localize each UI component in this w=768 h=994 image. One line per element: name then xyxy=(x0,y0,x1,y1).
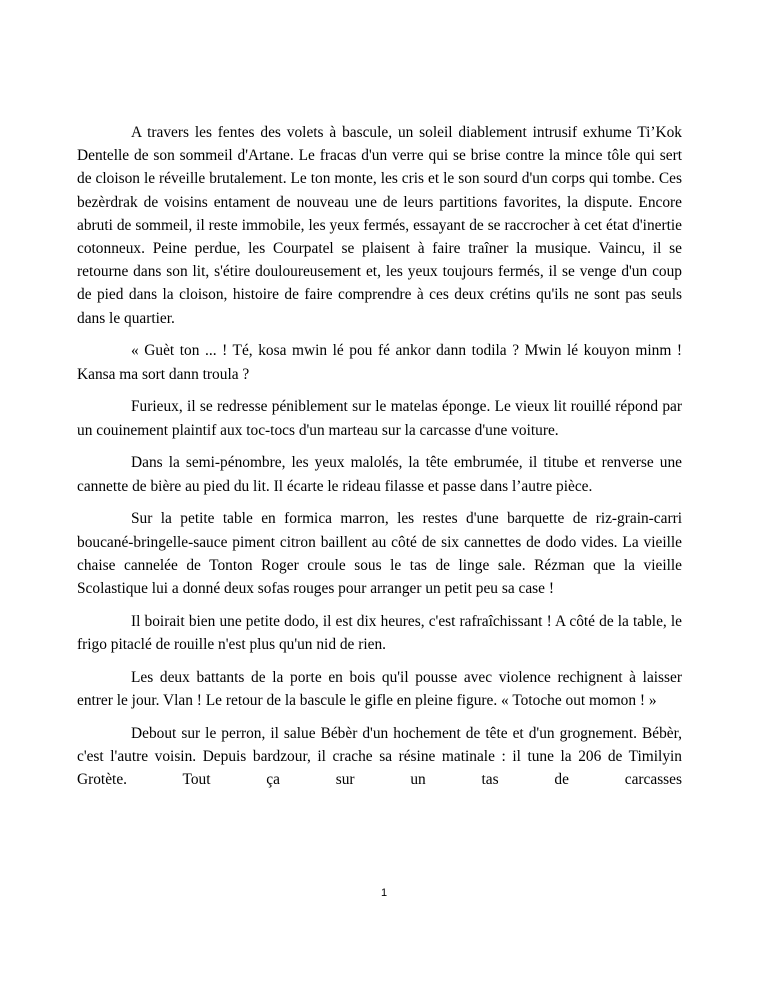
document-body xyxy=(77,121,682,791)
paragraph-4: Dans la semi-pénombre, les yeux malolés, la tête embrumée, il titube et renverse une cannette de bière au pied du lit. Il écarte le rideau filasse et passe dans l’autre pièce. xyxy=(77,454,682,495)
paragraph-1: A travers les fentes des volets à bascule, un soleil diablement intrusif exhume Ti’Kok Dentelle de son sommeil d'Artane. Le fracas d'un verre qui se brise contre la mince tôle qui sert de cloison le réveille brutalement. Le ton monte, les cris et le son sourd d'un corps qui tombe. Ces bezèrdrak de voisins entament de nouveau une de leurs partitions favorites, la dispute. Encore abruti de sommeil, il reste immobile, les yeux fermés, essayant de se raccrocher à cet état d'inertie cotonneux. Peine perdue, les Courpatel se plaisent à faire traîner la musique. Vaincu, il se retourne dans son lit, s'étire douloureusement et, les yeux toujours fermés, il se venge d'un coup de pied dans la cloison, histoire de faire comprendre à ces deux crétins qu'ils ne sont pas seuls dans le quartier. xyxy=(77,124,682,327)
paragraph-7: Les deux battants de la porte en bois qu'il pousse avec violence rechignent à laisser entrer le jour. Vlan ! Le retour de la bascule le gifle en pleine figure. « Totoche out momon ! » xyxy=(77,668,682,710)
paragraph-5: Sur la petite table en formica marron, les restes d'une barquette de riz-grain-carri boucané-bringelle-sauce piment citron baillent au côté de six cannettes de dodo vides. La vieille chaise cannelée de Tonton Roger croule sous le tas de linge sale. Rézman que la vieille Scolastique lui a donné deux sofas rouges pour arranger un petit peu sa case ! xyxy=(77,510,682,598)
paragraph-2: « Guèt ton ... ! Té, kosa mwin lé pou fé ankor dann todila ? Mwin lé kouyon minm ! Kansa ma sort dann troula ? xyxy=(77,342,682,383)
paragraph-8: Debout sur le perron, il salue Bébèr d'un hochement de tête et d'un grognement. Bébèr, c'est l'autre voisin. Depuis bardzour, il crache sa résine matinale : il tune la 206 de Timilyin Grotète. Tout ça sur un tas de carcasses xyxy=(77,724,682,789)
paragraph-6: Il boirait bien une petite dodo, il est dix heures, c'est rafraîchissant ! A côté de la table, le frigo pitaclé de rouille n'est plus qu'un nid de rien. xyxy=(77,612,682,654)
page-number: 1 xyxy=(380,887,388,899)
paragraph-3: Furieux, il se redresse péniblement sur le matelas éponge. Le vieux lit rouillé répond par un couinement plaintif aux toc-tocs d'un marteau sur la carcasse d'une voiture. xyxy=(77,398,682,439)
